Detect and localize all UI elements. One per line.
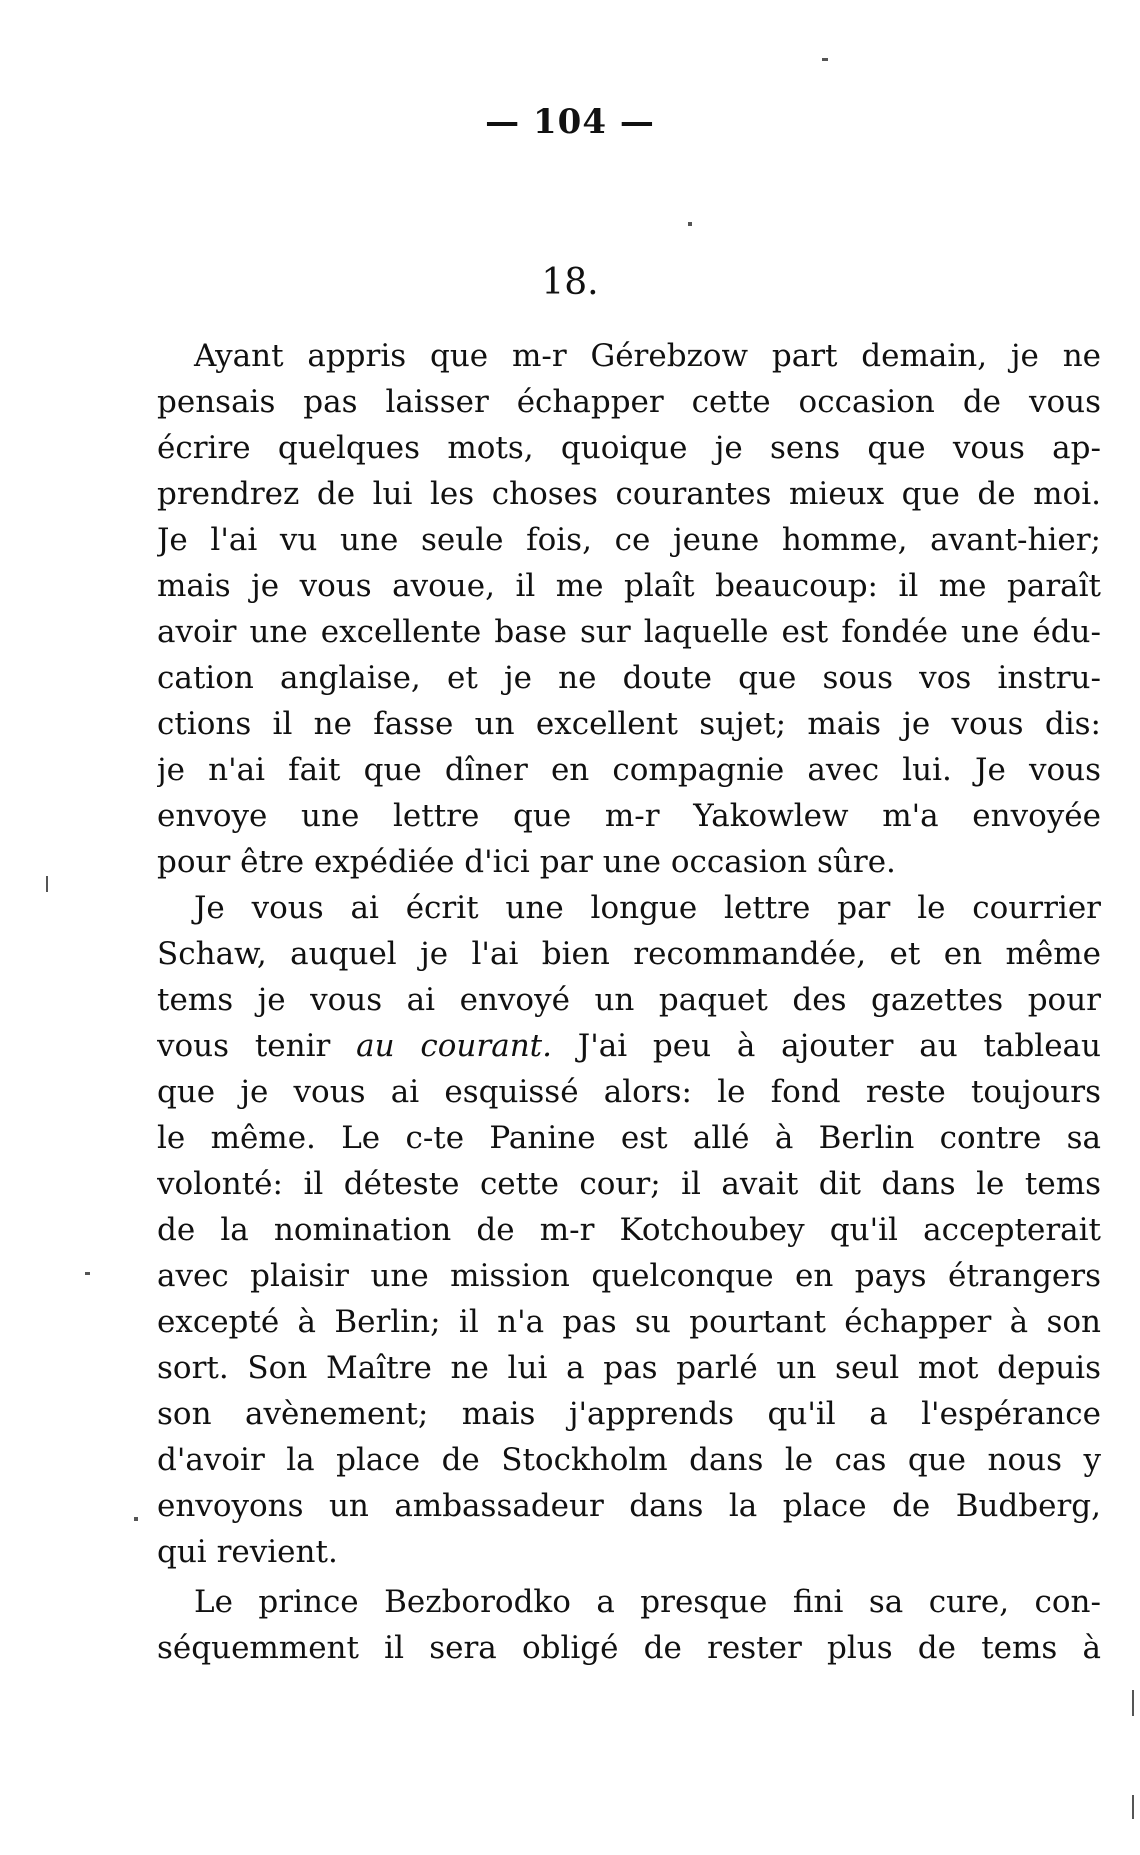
- text-line: excepté à Berlin; il n'a pas su pourtant échapper à son: [157, 1304, 1101, 1340]
- text-line: le même. Le c-te Panine est allé à Berlin contre sa: [157, 1120, 1101, 1156]
- text-line: envoyons un ambassadeur dans la place de Budberg,: [157, 1488, 1101, 1524]
- page-number: — 104 —: [485, 102, 655, 142]
- text-line: tems je vous ai envoyé un paquet des gazettes pour: [157, 982, 1101, 1018]
- text-line: qui revient.: [157, 1534, 338, 1570]
- text-line: que je vous ai esquissé alors: le fond reste toujours: [157, 1074, 1101, 1110]
- text-line: de la nomination de m-r Kotchoubey qu'il accepterait: [157, 1212, 1101, 1248]
- text-line: Ayant appris que m-r Gérebzow part demain, je ne: [194, 338, 1101, 374]
- scan-edge-mark: [1132, 1795, 1134, 1819]
- text-line: pensais pas laisser échapper cette occasion de vous: [157, 384, 1101, 420]
- scan-edge-mark: [1132, 1690, 1134, 1716]
- text-line: avec plaisir une mission quelconque en pays étrangers: [157, 1258, 1101, 1294]
- text-line: volonté: il déteste cette cour; il avait dit dans le tems: [157, 1166, 1101, 1202]
- text-line: Je vous ai écrit une longue lettre par le courrier: [194, 890, 1101, 926]
- scan-speck: [822, 58, 828, 61]
- text-line: son avènement; mais j'apprends qu'il a l'espérance: [157, 1396, 1101, 1432]
- text-line: pour être expédiée d'ici par une occasion sûre.: [157, 844, 896, 880]
- text-line: Schaw, auquel je l'ai bien recommandée, et en même: [157, 936, 1101, 972]
- text-line: écrire quelques mots, quoique je sens que vous ap-: [157, 430, 1101, 466]
- text-line: [157, 1023, 1101, 1069]
- text-line: envoye une lettre que m-r Yakowlew m'a envoyée: [157, 798, 1101, 834]
- scan-speck: [85, 1272, 90, 1275]
- text-run: J'ai peu à ajouter au tableau: [551, 1028, 1101, 1064]
- text-line: séquemment il sera obligé de rester plus de tems à: [157, 1630, 1101, 1666]
- scan-speck: [46, 876, 48, 892]
- text-run: vous tenir: [157, 1028, 357, 1064]
- letter-number: 18.: [541, 262, 599, 303]
- scan-speck: [688, 222, 692, 226]
- text-line: je n'ai fait que dîner en compagnie avec lui. Je vous: [157, 752, 1101, 788]
- text-line: Je l'ai vu une seule fois, ce jeune homme, avant-hier;: [157, 522, 1101, 558]
- text-line: sort. Son Maître ne lui a pas parlé un seul mot depuis: [157, 1350, 1101, 1386]
- italic-phrase: au courant.: [356, 1028, 552, 1064]
- text-line: avoir une excellente base sur laquelle est fondée une édu-: [157, 614, 1101, 650]
- text-line: cation anglaise, et je ne doute que sous vos instru-: [157, 660, 1101, 696]
- text-line: Le prince Bezborodko a presque fini sa cure, con-: [194, 1584, 1101, 1620]
- text-line: d'avoir la place de Stockholm dans le cas que nous y: [157, 1442, 1101, 1478]
- text-line: ctions il ne fasse un excellent sujet; mais je vous dis:: [157, 706, 1101, 742]
- text-line: prendrez de lui les choses courantes mieux que de moi.: [157, 476, 1101, 512]
- scan-speck: [134, 1517, 138, 1521]
- letter-body: [157, 333, 1101, 1671]
- text-line: mais je vous avoue, il me plaît beaucoup: il me paraît: [157, 568, 1101, 604]
